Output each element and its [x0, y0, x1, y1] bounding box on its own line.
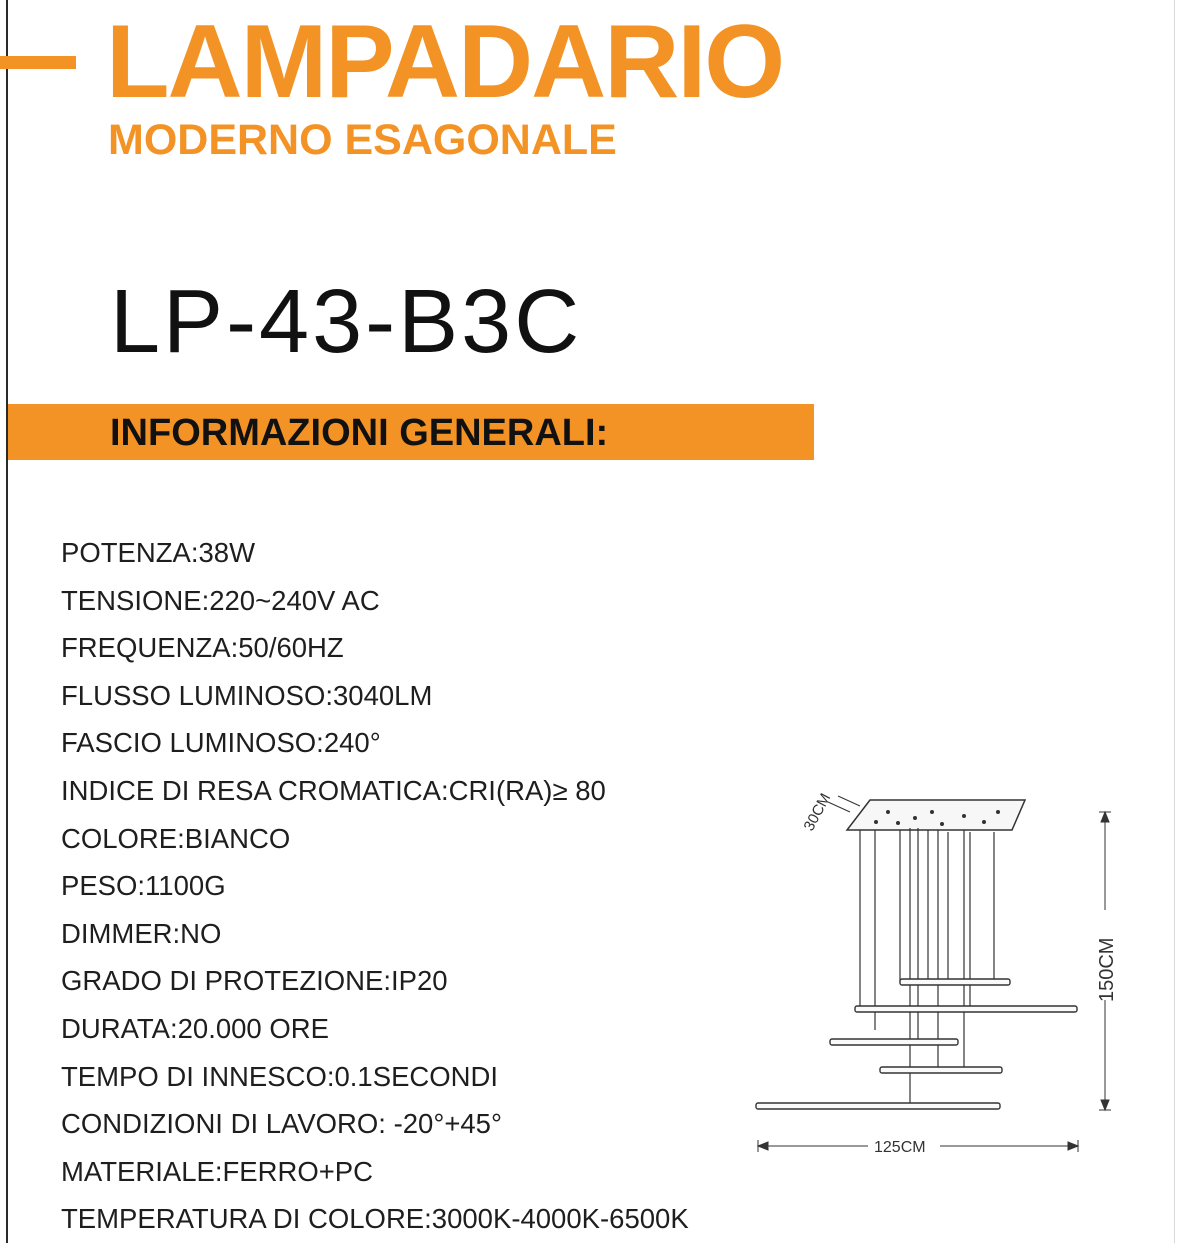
- spec-item: MATERIALE:FERRO+PC: [61, 1155, 373, 1187]
- product-subtitle: MODERNO ESAGONALE: [108, 116, 617, 164]
- chandelier-dimension-diagram: [740, 760, 1160, 1170]
- led-bar: [756, 1103, 1000, 1109]
- spec-item: TEMPO DI INNESCO:0.1SECONDI: [61, 1060, 499, 1092]
- spec-item: FASCIO LUMINOSO:240°: [61, 727, 381, 759]
- canopy-plate: [847, 800, 1025, 830]
- section-heading: INFORMAZIONI GENERALI:: [110, 412, 609, 454]
- led-bar: [880, 1067, 1002, 1073]
- spec-item: CONDIZIONI DI LAVORO: -20°+45°: [61, 1108, 502, 1140]
- spec-list: [61, 529, 689, 1243]
- right-border-line: [1174, 0, 1175, 1243]
- spec-item: TEMPERATURA DI COLORE:3000K-4000K-6500K: [61, 1203, 689, 1235]
- led-bars: [756, 979, 1077, 1109]
- spec-item: DIMMER:NO: [61, 917, 222, 949]
- product-title: LAMPADARIO: [106, 4, 784, 120]
- spec-item: INDICE DI RESA CROMATICA:CRI(RA)≥ 80: [61, 774, 606, 806]
- spec-item: PESO:1100G: [61, 870, 226, 902]
- spec-item: DURATA:20.000 ORE: [61, 1012, 329, 1044]
- height-label: 150CM: [1096, 937, 1118, 1002]
- spec-item: COLORE:BIANCO: [61, 822, 291, 854]
- width-label: 125CM: [874, 1139, 926, 1156]
- spec-item: FREQUENZA:50/60HZ: [61, 632, 344, 664]
- led-bar: [900, 979, 1010, 985]
- left-border-line: [6, 0, 8, 1243]
- led-bar: [855, 1006, 1077, 1012]
- model-code: LP-43-B3C: [110, 272, 583, 372]
- section-banner: [8, 404, 814, 460]
- led-bar: [830, 1039, 958, 1045]
- accent-dash: [0, 56, 76, 69]
- depth-label: 30CM: [800, 790, 835, 834]
- spec-item: FLUSSO LUMINOSO:3040LM: [61, 679, 433, 711]
- spec-item: TENSIONE:220~240V AC: [61, 584, 380, 616]
- spec-item: POTENZA:38W: [61, 537, 256, 568]
- spec-item: GRADO DI PROTEZIONE:IP20: [61, 965, 448, 997]
- suspension-cables: [860, 828, 994, 1106]
